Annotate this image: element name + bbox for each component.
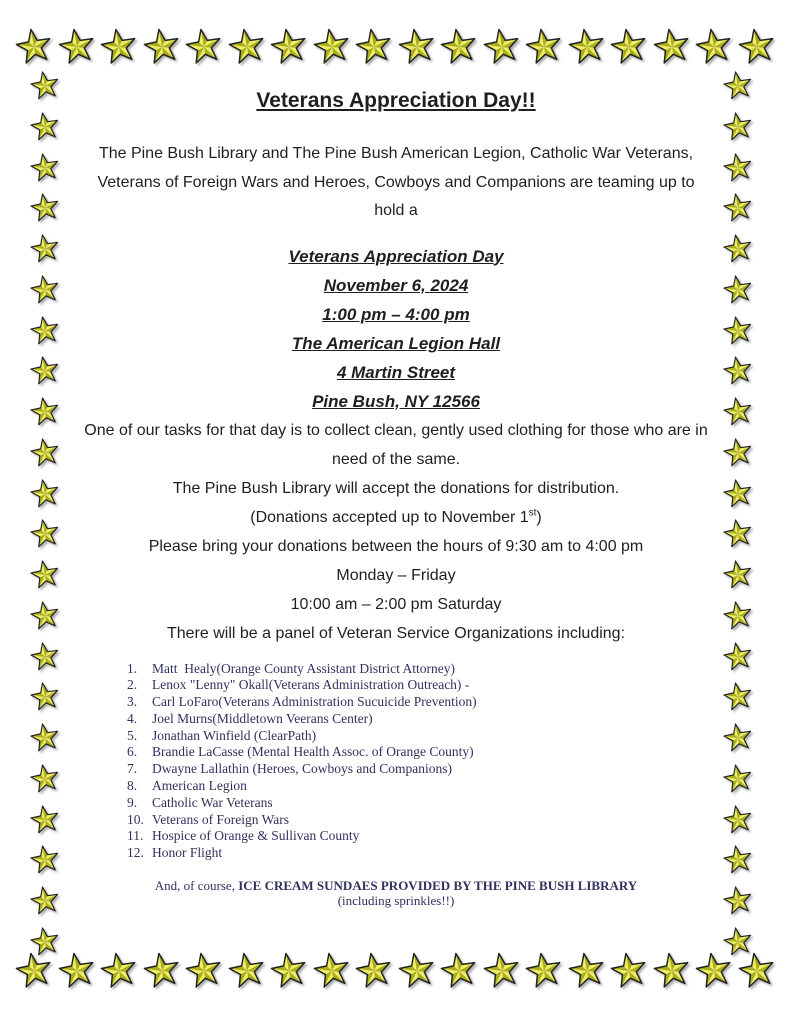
star-icon: [29, 763, 61, 795]
list-item-text: Joel Murns(Middletown Veerans Center): [152, 710, 373, 726]
list-item-number: 4.: [127, 710, 138, 726]
list-item-number: 3.: [127, 694, 138, 710]
event-name-line: Veterans Appreciation Day: [288, 246, 504, 266]
list-item-text: Hospice of Orange & Sullivan County: [152, 828, 360, 844]
donation-weekday-line: Monday – Friday: [336, 566, 456, 584]
star-icon: [29, 478, 61, 510]
star-icon: [29, 926, 61, 958]
star-icon: [29, 315, 61, 347]
star-icon: [722, 518, 754, 550]
star-icon: [567, 27, 607, 67]
list-item: [127, 711, 711, 728]
donation-bring-line: Please bring your donations between the hours of 9:30 am to 4:00 pm: [148, 537, 644, 555]
list-item-number: 11.: [127, 828, 144, 844]
list-item-text: Brandie LaCasse (Mental Health Assoc. of Orange County): [152, 744, 474, 760]
star-icon: [29, 437, 61, 469]
star-icon: [29, 804, 61, 836]
star-icon: [482, 951, 522, 991]
star-icon: [722, 804, 754, 836]
event-details: [81, 242, 711, 416]
donation-saturday-line: 10:00 am – 2:00 pm Saturday: [290, 595, 502, 613]
star-icon: [482, 27, 522, 67]
star-icon: [722, 681, 754, 713]
list-item-text: Dwayne Lallathin (Heroes, Cowboys and Companions): [152, 761, 452, 777]
flyer-content: [81, 88, 711, 908]
star-icon: [722, 559, 754, 591]
list-item: [127, 828, 711, 845]
star-icon: [29, 885, 61, 917]
star-icon: [722, 763, 754, 795]
star-icon: [29, 518, 61, 550]
star-icon: [29, 559, 61, 591]
star-icon: [29, 722, 61, 754]
star-icon: [652, 27, 692, 67]
star-icon: [142, 951, 182, 991]
star-icon: [722, 274, 754, 306]
star-icon: [29, 192, 61, 224]
star-icon: [184, 951, 224, 991]
list-item-text: Honor Flight: [152, 845, 223, 861]
list-item-number: 2.: [127, 677, 138, 693]
event-venue-line: The American Legion Hall: [291, 333, 501, 353]
list-item-number: 1.: [127, 660, 138, 676]
star-icon: [354, 951, 394, 991]
list-item: [127, 795, 711, 812]
star-border-top: [14, 27, 777, 67]
donation-accept-line: The Pine Bush Library will accept the donations for distribution.: [172, 479, 620, 497]
star-icon: [227, 951, 267, 991]
star-icon: [652, 951, 692, 991]
list-item-number: 6.: [127, 744, 138, 760]
list-item: [127, 778, 711, 795]
star-icon: [397, 27, 437, 67]
star-icon: [312, 951, 352, 991]
star-icon: [722, 233, 754, 265]
list-item: [127, 845, 711, 862]
star-icon: [312, 27, 352, 67]
star-icon: [29, 274, 61, 306]
star-icon: [29, 70, 61, 102]
star-icon: [397, 951, 437, 991]
donation-task-line: One of our tasks for that day is to collect clean, gently used clothing for those who are in need of the same.: [84, 421, 708, 468]
star-icon: [269, 951, 309, 991]
list-item-text: Matt Healy(Orange County Assistant District Attorney): [152, 660, 455, 676]
list-item-text: American Legion: [152, 778, 247, 794]
star-icon: [722, 926, 754, 958]
superscript-st: st: [528, 507, 537, 519]
list-item-text: Carl LoFaro(Veterans Administration Sucuicide Prevention): [152, 694, 477, 710]
star-icon: [722, 844, 754, 876]
list-item-number: 10.: [127, 811, 144, 827]
list-item-number: 5.: [127, 727, 138, 743]
star-icon: [184, 27, 224, 67]
star-icon: [29, 396, 61, 428]
list-item-number: 7.: [127, 761, 138, 777]
star-icon: [439, 27, 479, 67]
star-border-left: [29, 70, 61, 958]
star-icon: [29, 681, 61, 713]
star-border-bottom: [14, 951, 777, 991]
star-icon: [722, 192, 754, 224]
list-item-number: 12.: [127, 845, 144, 861]
star-icon: [737, 27, 777, 67]
star-icon: [29, 844, 61, 876]
star-icon: [722, 396, 754, 428]
star-icon: [722, 315, 754, 347]
star-icon: [439, 951, 479, 991]
event-date-line: November 6, 2024: [323, 275, 469, 295]
star-icon: [524, 27, 564, 67]
page-title: Veterans Appreciation Day!!: [256, 89, 536, 112]
star-icon: [694, 27, 734, 67]
event-street-line: 4 Martin Street: [336, 362, 456, 382]
star-icon: [722, 885, 754, 917]
event-city-line: Pine Bush, NY 12566: [312, 391, 480, 411]
star-icon: [524, 951, 564, 991]
star-icon: [227, 27, 267, 67]
list-item-number: 8.: [127, 778, 138, 794]
star-border-right: [722, 70, 754, 958]
star-icon: [99, 951, 139, 991]
star-icon: [609, 27, 649, 67]
star-icon: [29, 641, 61, 673]
star-icon: [722, 152, 754, 184]
star-icon: [269, 27, 309, 67]
star-icon: [57, 951, 97, 991]
donation-deadline-line: (Donations accepted up to November 1st): [250, 507, 542, 526]
star-icon: [609, 951, 649, 991]
star-icon: [142, 27, 182, 67]
list-item: [127, 728, 711, 745]
intro-paragraph: The Pine Bush Library and The Pine Bush American Legion, Catholic War Veterans, Veterans of Foreign Wars and Heroes, Cowboys and Companions are teaming up to hold a: [97, 145, 695, 219]
panel-heading: There will be a panel of Veteran Service Organizations including:: [166, 624, 626, 642]
list-item-text: Jonathan Winfield (ClearPath): [152, 727, 317, 743]
star-icon: [722, 70, 754, 102]
star-icon: [14, 27, 54, 67]
star-icon: [29, 111, 61, 143]
list-item: [127, 694, 711, 711]
star-icon: [29, 152, 61, 184]
list-item: [127, 761, 711, 778]
event-time-line: 1:00 pm – 4:00 pm: [322, 304, 470, 324]
list-item: [127, 744, 711, 761]
star-icon: [29, 233, 61, 265]
list-item: [127, 661, 711, 678]
panel-list: [81, 661, 711, 863]
star-icon: [722, 437, 754, 469]
list-item-text: Veterans of Foreign Wars: [152, 811, 290, 827]
list-item: [127, 812, 711, 829]
list-item: [127, 677, 711, 694]
list-item-number: 9.: [127, 794, 138, 810]
footer-icecream-line: And, of course, ICE CREAM SUNDAES PROVIDED BY THE PINE BUSH LIBRARY: [154, 878, 638, 894]
list-item-text: Lenox "Lenny" Okall(Veterans Administration Outreach) -: [152, 677, 470, 693]
star-icon: [567, 951, 607, 991]
star-icon: [722, 722, 754, 754]
star-icon: [29, 355, 61, 387]
star-icon: [99, 27, 139, 67]
star-icon: [722, 111, 754, 143]
star-icon: [722, 478, 754, 510]
star-icon: [722, 641, 754, 673]
footer-sprinkles-line: (including sprinkles!!): [337, 893, 455, 909]
star-icon: [722, 355, 754, 387]
star-icon: [29, 600, 61, 632]
star-icon: [722, 600, 754, 632]
star-icon: [354, 27, 394, 67]
list-item-text: Catholic War Veterans: [152, 794, 273, 810]
star-icon: [57, 27, 97, 67]
